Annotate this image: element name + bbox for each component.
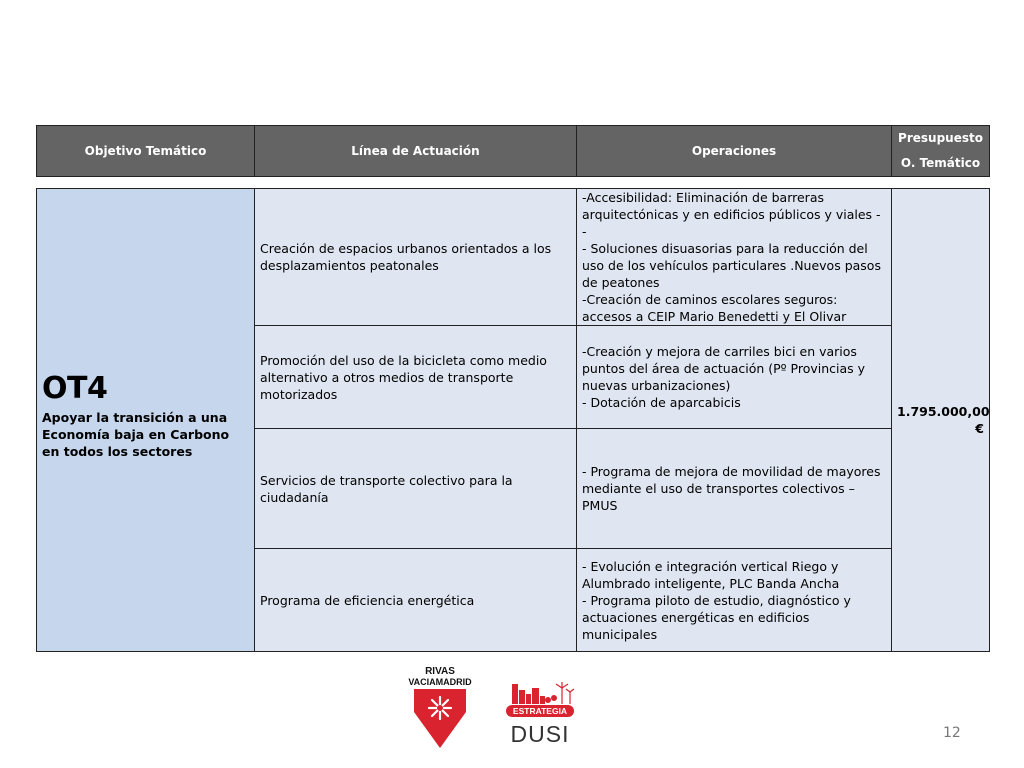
line-cell [255,189,577,326]
estrategia-dusi-logo [500,680,580,746]
rivas-logo-line1: RIVAS [425,666,455,677]
line-cell [255,326,577,429]
operations-cell [577,326,892,429]
objective-description: Apoyar la transición a una Economía baja en Carbono en todos los sectores [42,410,230,459]
budget-cell [892,189,990,652]
operations-text: - Programa de mejora de movilidad de mayores mediante el uso de transportes colectivos – PMUS [582,464,881,513]
operations-text: -Accesibilidad: Eliminación de barreras arquitectónicas y en edificios públicos y viales - - - Soluciones disuasorias para la reducción del uso de los vehículos particulares .Nuevos pasos de peatones -Creación de caminos escolares seguros: accesos a CEIP Mario Benedetti y El Olivar [582,190,881,324]
line-text: Creación de espacios urbanos orientados a los desplazamientos peatonales [260,241,552,273]
operations-text: - Evolución e integración vertical Riego y Alumbrado inteligente, PLC Banda Ancha - Programa piloto de estudio, diagnóstico y actuaciones energéticas en edificios municipales [582,558,851,642]
wind-turbine-icon [556,682,574,704]
line-cell [255,429,577,549]
budget-value: 1.795.000,00 € [897,404,990,436]
actions-table [36,188,990,652]
header-objective: Objetivo Temático [37,126,255,177]
objective-cell [37,189,255,652]
line-text: Promoción del uso de la bicicleta como medio alternativo a otros medios de transporte motorizados [260,352,547,402]
dusi-name-text: DUSI [510,721,570,746]
rivas-vaciamadrid-logo [400,664,480,750]
table-row [37,189,990,326]
operations-cell [577,429,892,549]
table-header [36,125,990,177]
header-budget [892,126,990,177]
objective-code: OT4 [42,371,108,406]
header-line: Línea de Actuación [255,126,577,177]
city-skyline-icon [512,684,557,704]
header-budget-line1: Presupuesto [898,131,983,145]
operations-cell [577,549,892,652]
rivas-logo-line2: VACIAMADRID [408,677,472,687]
header-operations: Operaciones [577,126,892,177]
line-cell [255,549,577,652]
page-number: 12 [943,725,961,741]
operations-cell [577,189,892,326]
dusi-banner-text: ESTRATEGIA [512,706,568,716]
line-text: Programa de eficiencia energética [260,592,475,608]
line-text: Servicios de transporte colectivo para la ciudadanía [260,472,513,505]
header-budget-line2: O. Temático [900,156,981,170]
operations-text: -Creación y mejora de carriles bici en varios puntos del área de actuación (Pº Provincias y nuevas urbanizaciones) - Dotación de aparcabicis [582,344,866,410]
